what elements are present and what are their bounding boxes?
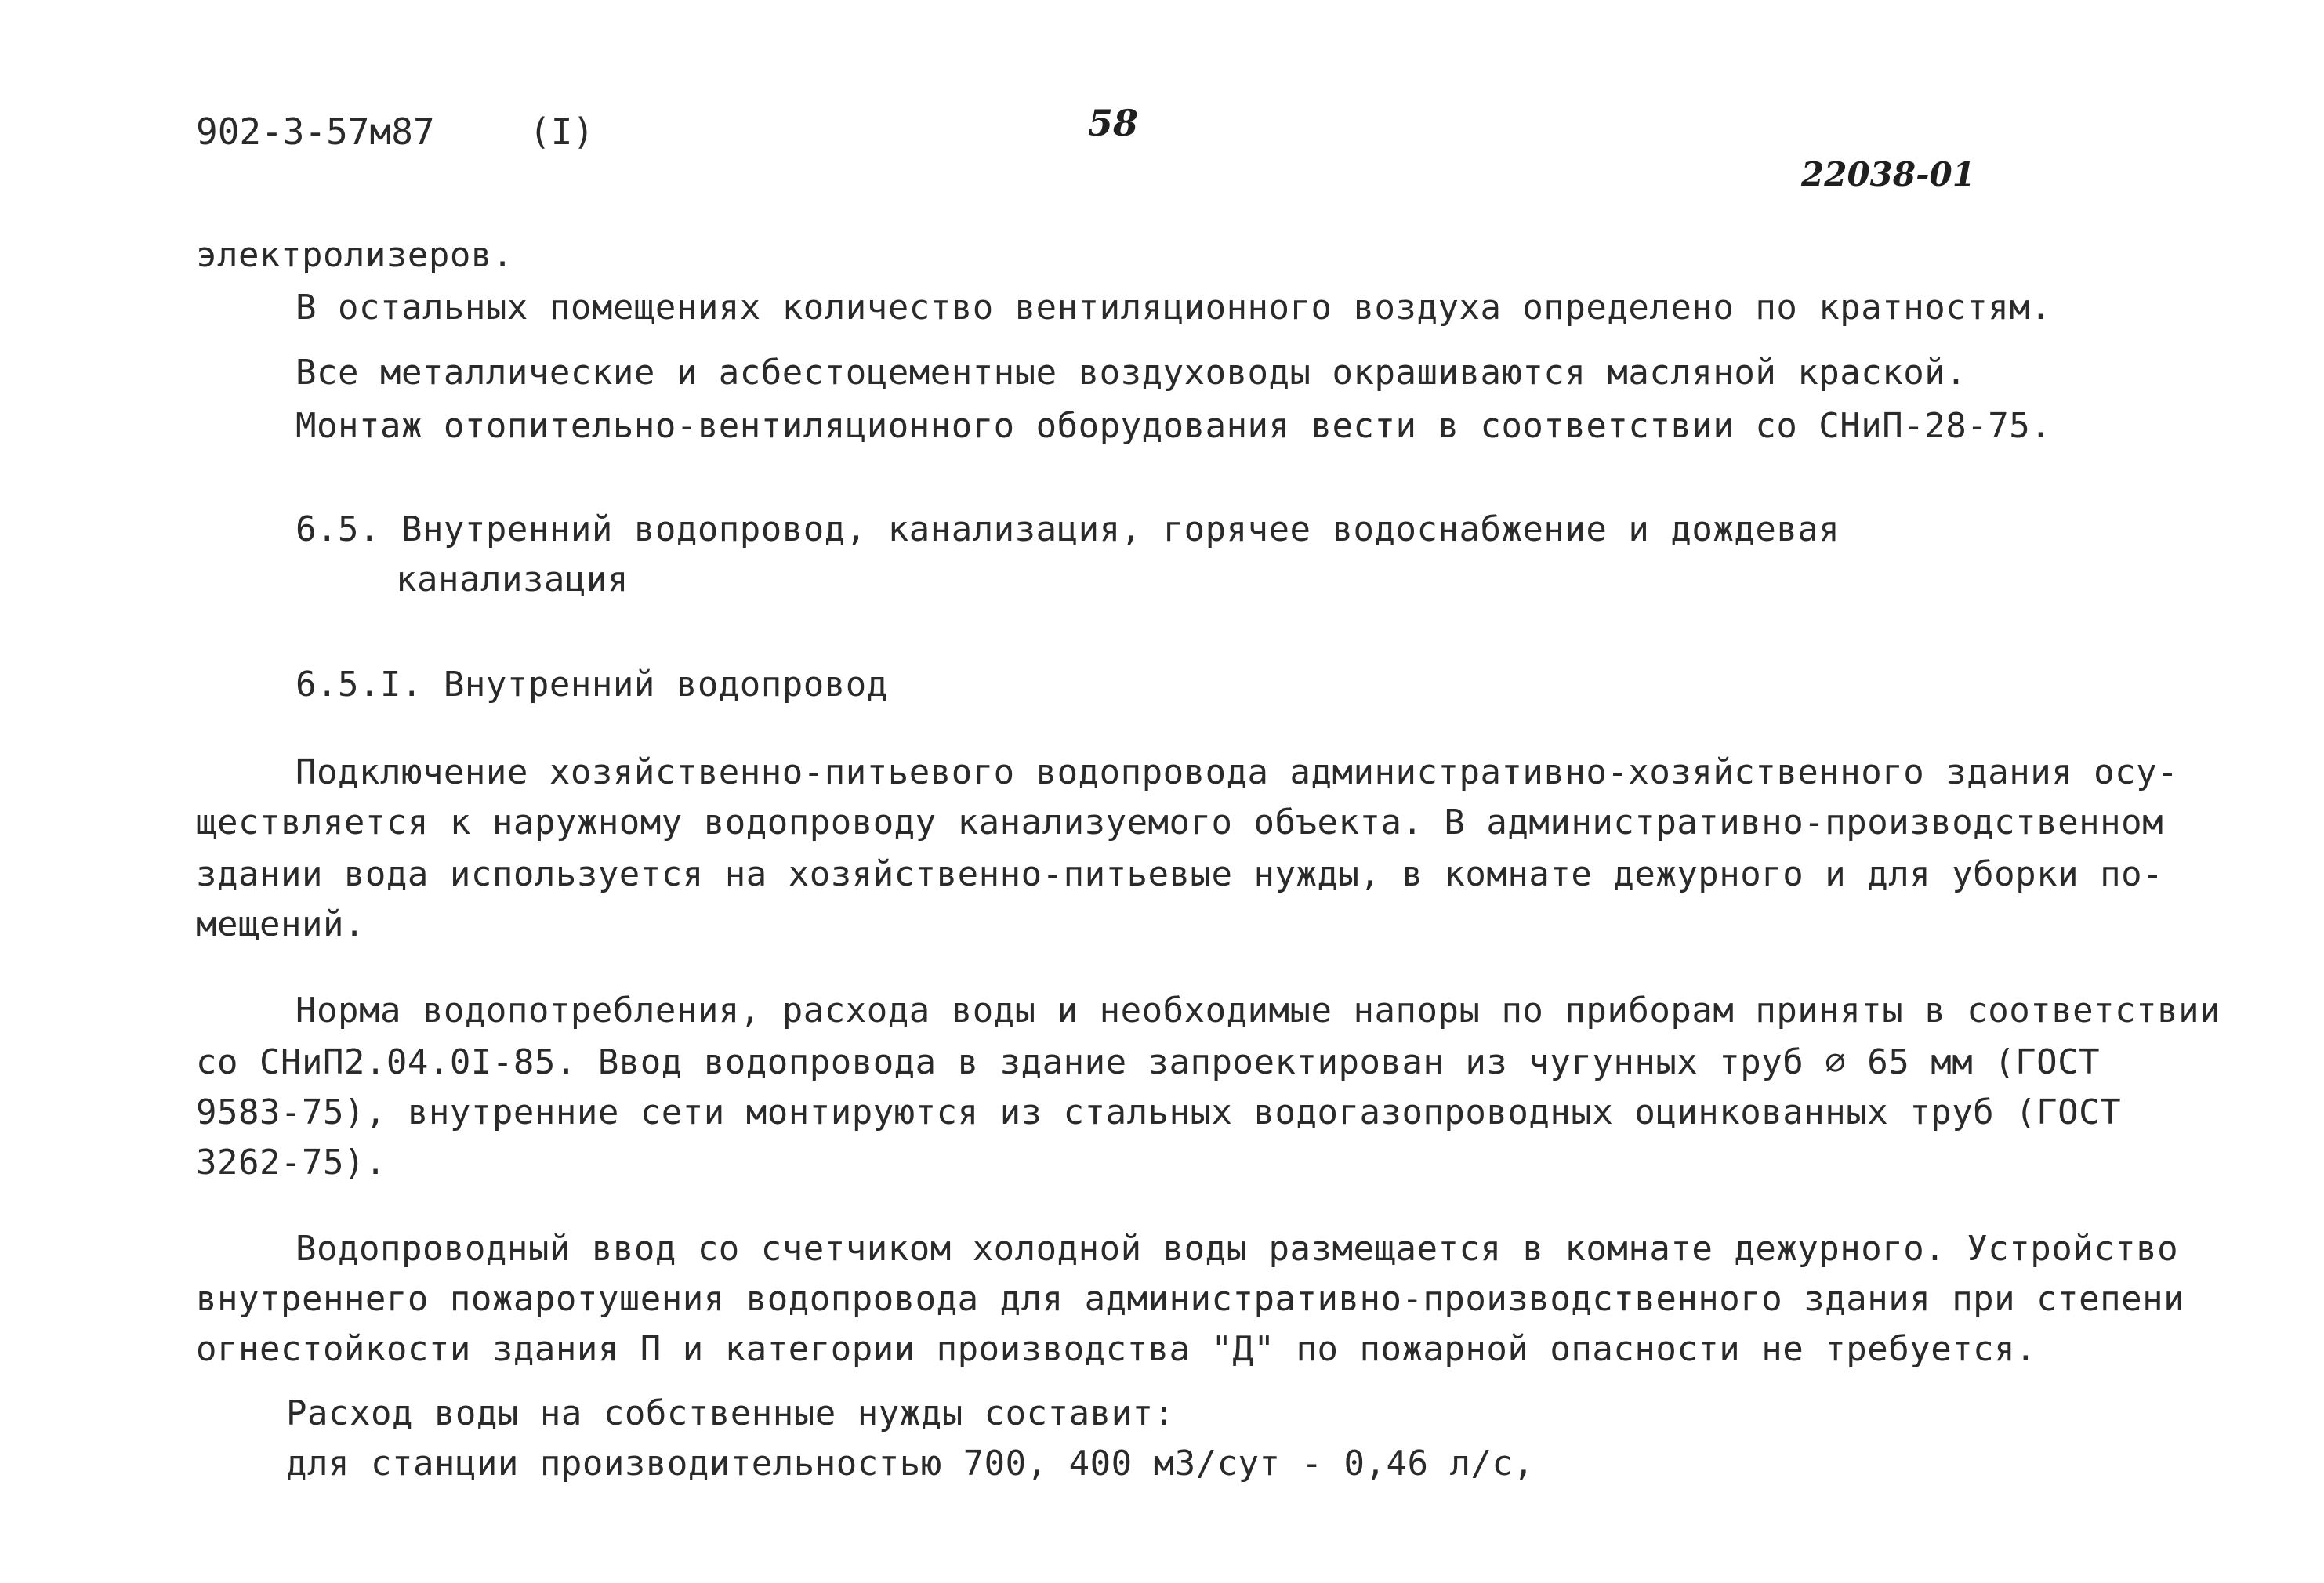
paragraph-line: Водопроводный ввод со счетчиком холодной воды размещается в комнате дежурного. Устройство	[295, 1229, 2179, 1269]
text-line: В остальных помещениях количество вентиляционного воздуха определено по кратностям.	[295, 288, 2052, 328]
paragraph-line: Подключение хозяйственно-питьевого водопровода административно-хозяйственного здания осу-	[295, 752, 2179, 792]
section-heading-6-5: 6.5. Внутренний водопровод, канализация, горячее водоснабжение и дождевая	[295, 509, 1840, 549]
paragraph-line: 9583-75), внутренние сети монтируются из стальных водогазопроводных оцинкованных труб (ГОСТ	[196, 1092, 2122, 1132]
paragraph-line: мещений.	[196, 904, 365, 944]
paragraph-line: Расход воды на собственные нужды составит:	[286, 1393, 1175, 1433]
paragraph-line: ществляется к наружному водопроводу канализуемого объекта. В административно-производственном	[196, 802, 2164, 842]
page-number: 58	[1088, 102, 1139, 144]
document-code: 902-3-57м87	[196, 110, 435, 153]
paragraph-line: 3262-75).	[196, 1143, 386, 1183]
text-line: Монтаж отопительно-вентиляционного оборудования вести в соответствии со СНиП-28-75.	[295, 406, 2052, 446]
paragraph-line: здании вода используется на хозяйственно-питьевые нужды, в комнате дежурного и для уборки по-	[196, 854, 2164, 894]
paragraph-line: для станции производительностью 700, 400 м3/сут - 0,46 л/с,	[286, 1444, 1535, 1483]
section-heading-6-5-cont: канализация	[396, 560, 629, 600]
part-number: (I)	[529, 110, 595, 153]
paragraph-line: внутреннего пожаротушения водопровода для административно-производственного здания при степени	[196, 1279, 2185, 1319]
text-line: Все металлические и асбестоцементные воздуховоды окрашиваются масляной краской.	[295, 353, 1967, 393]
subsection-heading-6-5-1: 6.5.I. Внутренний водопровод	[295, 665, 888, 705]
paragraph-line: со СНиП2.04.0I-85. Ввод водопровода в здание запроектирован из чугунных труб ∅ 65 мм (ГОСТ	[196, 1042, 2101, 1082]
paragraph-line: Норма водопотребления, расхода воды и необходимые напоры по приборам приняты в соответствии	[295, 991, 2221, 1031]
inventory-number: 22038-01	[1801, 155, 1975, 194]
text-line: электролизеров.	[196, 235, 513, 275]
paragraph-line: огнестойкости здания П и категории производства "Д" по пожарной опасности не требуется.	[196, 1329, 2037, 1369]
